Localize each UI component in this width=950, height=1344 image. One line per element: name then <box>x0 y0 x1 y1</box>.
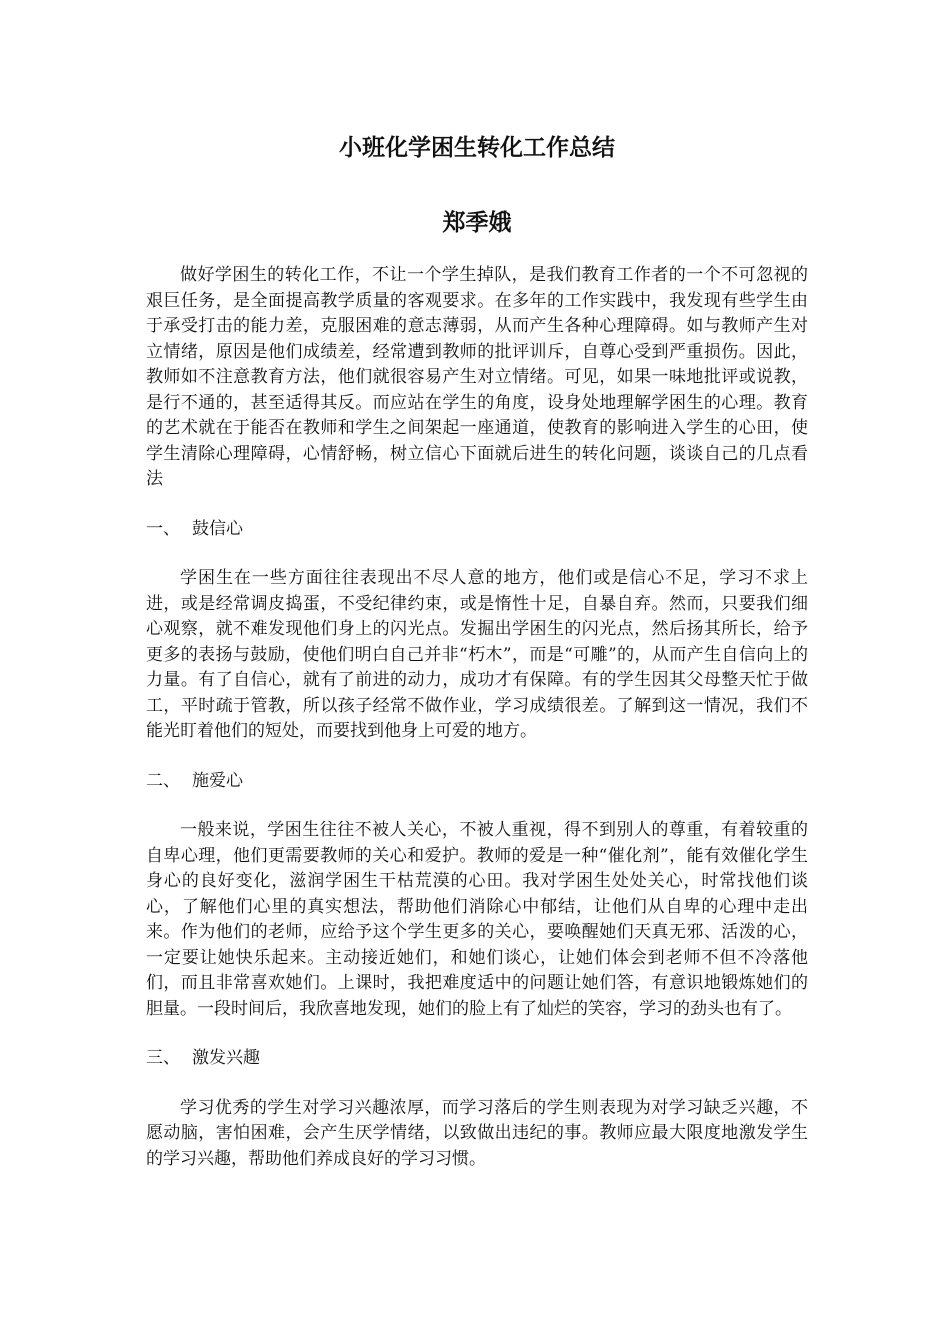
intro-paragraph: 做好学困生的转化工作，不让一个学生掉队，是我们教育工作者的一个不可忽视的艰巨任务，是全面提高教学质量的客观要求。在多年的工作实践中，我发现有些学生由于承受打击的能力差，克服困难的意志薄弱，从而产生各种心理障碍。如与教师产生对立情绪，原因是他们成绩差，经常遭到教师的批评训斥，自尊心受到严重损伤。因此，教师如不注意教育方法，他们就很容易产生对立情绪。可见，如果一味地批评或说教，是行不通的，甚至适得其反。而应站在学生的角度，设身处地理解学困生的心理。教育的艺术就在于能否在教师和学生之间架起一座通道，使教育的影响进入学生的心田，使学生清除心理障碍，心情舒畅，树立信心下面就后进生的转化问题，谈谈自己的几点看法 <box>146 265 808 489</box>
section-body: 学困生在一些方面往往表现出不尽人意的地方，他们或是信心不足，学习不求上进，或是经常调皮捣蛋，不受纪律约束，或是惰性十足，自暴自弃。然而，只要我们细心观察，就不难发现他们身上的闪光点。发掘出学困生的闪光点，然后扬其所长，给予更多的表扬与鼓励，使他们明白自己并非“朽木”，而是“可雕”的，从而产生自信向上的力量。有了自信心，就有了前进的动力，成功才有保障。有的学生因其父母整天忙于做工，平时疏于管教，所以孩子经常不做作业，学习成绩很差。了解到这一情况，我们不能光盯着他们的短处，而要找到他身上可爱的地方。 <box>146 568 808 741</box>
section-title: 激发兴趣 <box>192 1048 260 1068</box>
section-body: 学习优秀的学生对学习兴趣浓厚，而学习落后的学生则表现为对学习缺乏兴趣，不愿动脑，害怕困难，会产生厌学情绪，以致做出违纪的事。教师应最大限度地激发学生的学习兴趣，帮助他们养成良好的学习习惯。 <box>146 1097 808 1169</box>
section-title: 鼓信心 <box>192 518 243 539</box>
section-number: 二、 <box>146 770 180 791</box>
section-heading <box>146 517 808 543</box>
section-body: 一般来说，学困生往往不被人关心，不被人重视，得不到别人的尊重，有着较重的自卑心理，他们更需要教师的关心和爱护。教师的爱是一种“催化剂”，能有效催化学生身心的良好变化，滋润学困生干枯荒漠的心田。我对学困生处处关心，时常找他们谈心，了解他们心里的真实想法，帮助他们消除心中郁结，让他们从自卑的心理中走出来。作为他们的老师，应给予这个学生更多的关心，要唤醒她们天真无邪、活泼的心，一定要让她快乐起来。主动接近她们，和她们谈心，让她们体会到老师不但不冷落他们，而且非常喜欢她们。上课时，我把难度适中的问题让她们答，有意识地锻炼她们的胆量。一段时间后，我欣喜地发现，她们的脸上有了灿烂的笑容，学习的劲头也有了。 <box>146 820 808 1019</box>
section-1 <box>146 517 808 745</box>
section-heading <box>146 769 808 795</box>
section-title: 施爱心 <box>192 770 243 791</box>
document-page <box>146 128 808 1172</box>
document-author: 郑季娥 <box>442 210 512 236</box>
section-heading <box>146 1046 808 1072</box>
section-3 <box>146 1046 808 1172</box>
section-number: 三、 <box>146 1048 180 1068</box>
section-2 <box>146 769 808 1023</box>
section-number: 一、 <box>146 518 180 539</box>
document-title: 小班化学困生转化工作总结 <box>339 135 615 161</box>
